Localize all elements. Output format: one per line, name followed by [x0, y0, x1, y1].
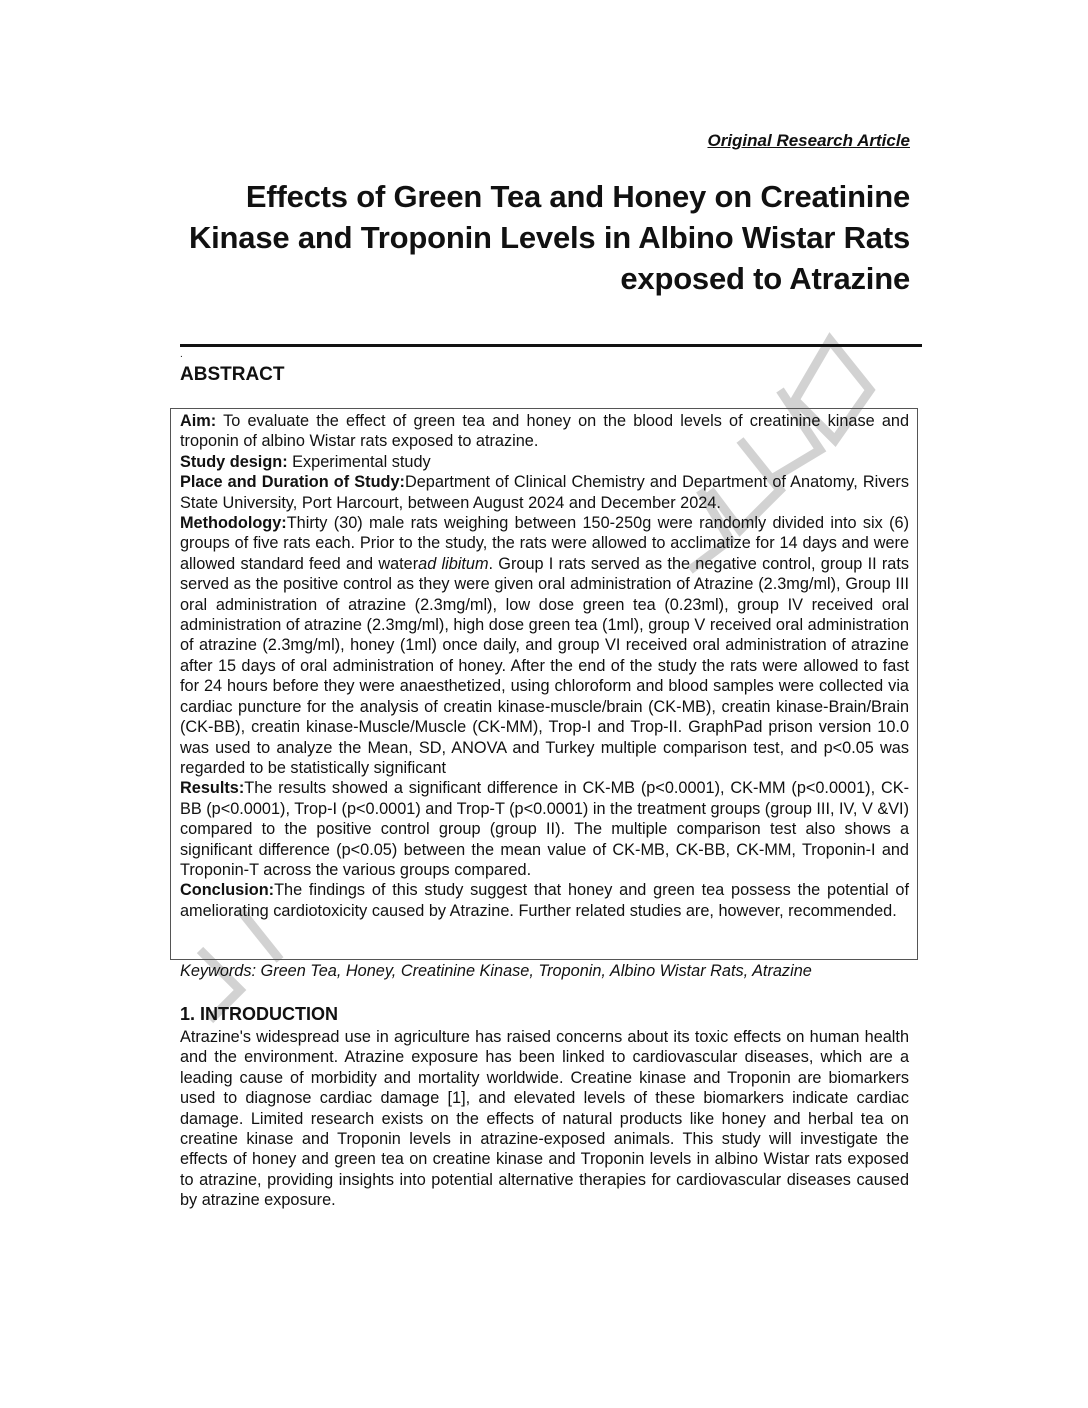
aim-label: Aim:	[180, 412, 217, 430]
method-italic: ad libitum	[418, 554, 489, 573]
method-label: Methodology:	[180, 514, 287, 533]
conclusion-label: Conclusion:	[180, 881, 275, 900]
article-type-label: Original Research Article	[707, 131, 910, 150]
place-text: Department of Clinical Chemistry and Department of Anatomy, Rivers State University, Port Harcourt, between August 2024 and December 2024.	[180, 473, 909, 512]
abstract-aim	[180, 411, 909, 452]
method-text-1: Thirty (30) male rats weighing between 150-250g were randomly divided into six (6) groups of five rats each. Prior to the study, the rats were allowed to acclimatize for 14 days and were allowed standard feed and water	[180, 514, 909, 573]
design-label: Study design:	[180, 452, 288, 471]
abstract-body	[180, 411, 909, 921]
stray-dot: .	[180, 349, 183, 360]
keywords-line: Keywords: Green Tea, Honey, Creatinine Kinase, Troponin, Albino Wistar Rats, Atrazine	[180, 962, 812, 980]
aim-text: To evaluate the effect of green tea and honey on the blood levels of creatinine kinase and troponin of albino Wistar rats exposed to atrazine.	[180, 412, 909, 451]
abstract-place	[180, 472, 909, 513]
introduction-body: Atrazine's widespread use in agriculture has raised concerns about its toxic effects on human health and the environment. Atrazine exposure has been linked to cardiovascular diseases, which are a leading cause of morbidity and mortality worldwide. Creatine kinase and Troponin are biomarkers used to diagnose cardiac damage [1], and elevated levels of these biomarkers indicate cardiac damage. Limited research exists on the effects of natural products like honey and herbal tea on creatine kinase and Troponin levels in atrazine-exposed animals. This study will investigate the effects of honey and green tea on creatine kinase and Troponin levels in albino Wistar rats exposed to atrazine, providing insights into potential alternative therapies for cardiovascular diseases caused by atrazine exposure.	[180, 1028, 909, 1210]
abstract-conclusion	[180, 880, 909, 921]
abstract-results	[180, 778, 909, 880]
results-text: The results showed a significant difference in CK-MB (p<0.0001), CK-MM (p<0.0001), CK-BB (p<0.0001), Trop-I (p<0.0001) and Trop-T (p<0.0001) in the treatment groups (group III, IV, V &VI) compared to the positive control group (group II). The multiple comparison test also shows a significant difference (p<0.05) between the mean value of CK-MB, CK-BB, CK-MM, Troponin-I and Troponin-T across the various groups compared.	[180, 779, 909, 879]
design-text: Experimental study	[287, 452, 431, 471]
conclusion-text: The findings of this study suggest that honey and green tea possess the potential of ameliorating cardiotoxicity caused by Atrazine. Further related studies are, however, recommended.	[180, 881, 909, 920]
abstract-heading: ABSTRACT	[180, 364, 285, 385]
place-label: Place and Duration of Study:	[180, 473, 405, 492]
paper-title: Effects of Green Tea and Honey on Creatinine Kinase and Troponin Levels in Albino Wistar Rats exposed to Atrazine	[188, 179, 910, 296]
method-text-2: . Group I rats served as the negative control, group II rats served as the positive control as they were given oral administration of Atrazine (2.3mg/ml), Group III oral administration of atrazine (2.3mg/ml), low dose green tea (0.23ml), group IV received oral administration of atrazine (2.3mg/ml), high dose green tea (1ml), group V received oral administration of atrazine (2.3mg/ml), honey (1ml) once daily, and group VI received oral administration of atrazine after 15 days of oral administration of honey. After the end of the study the rats were allowed to fast for 24 hours before they were anaesthetized, using chloroform and blood samples were collected via cardiac puncture for the analysis of creatin kinase-muscle/brain (CK-MB), creatin kinase-Brain/Brain (CK-BB), creatin kinase-Muscle/Muscle (CK-MM), Trop-I and Trop-II. GraphPad prison version 10.0 was used to analyze the Mean, SD, ANOVA and Turkey multiple comparison test, and p<0.05 was regarded to be statistically significant	[180, 554, 909, 777]
title-divider	[180, 344, 922, 347]
results-label: Results:	[180, 779, 245, 798]
abstract-methodology	[180, 513, 909, 778]
abstract-design	[180, 452, 909, 472]
introduction-heading: 1. INTRODUCTION	[180, 1004, 339, 1024]
